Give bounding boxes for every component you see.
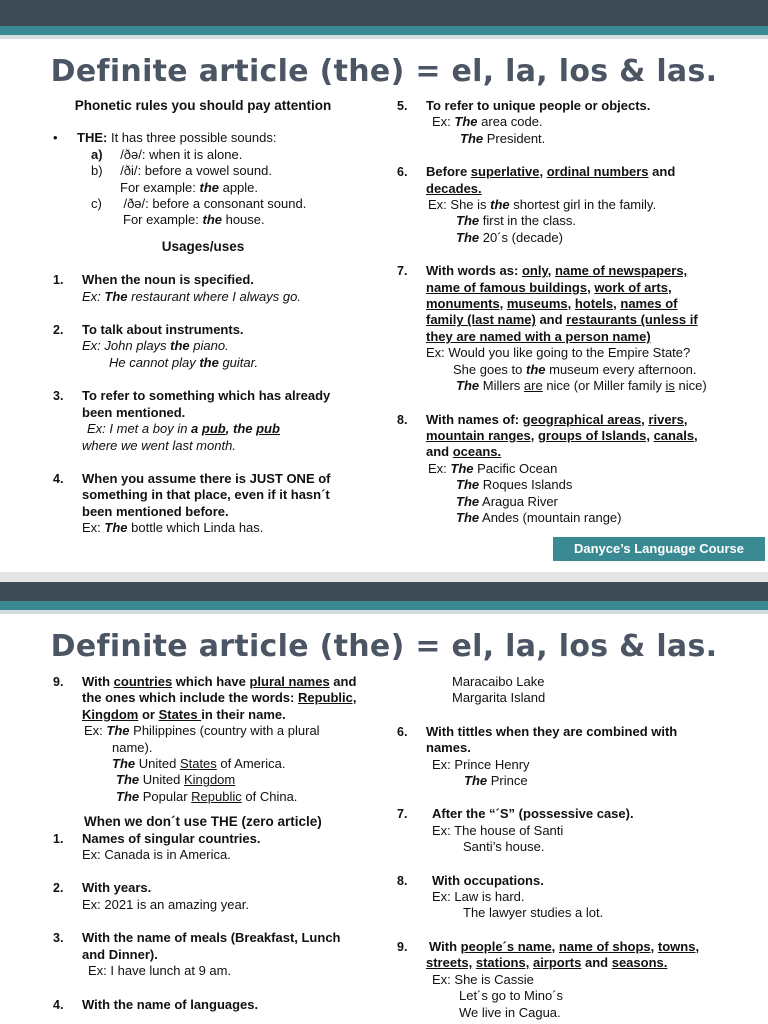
header-bar-teal [0, 601, 768, 610]
zero-article-heading: When we don´t use THE (zero article) [84, 814, 322, 830]
list-item: 1. When the noun is specified. Ex: The restaurant where I always go. [53, 272, 301, 304]
header-bar-light [0, 35, 768, 39]
phonetic-symbol: /ðə/ [123, 196, 146, 212]
phonetic-heading: Phonetic rules you should pay attention [74, 98, 332, 113]
bullet-icon: • [53, 130, 58, 146]
list-item: 1. Names of singular countries. Ex: Canada is in America. [53, 830, 261, 863]
list-item: b) /ði/: before a vowel sound. [91, 163, 272, 179]
page-title: Definite article (the) = el, la, los & las. [50, 54, 718, 89]
slide-separator [0, 572, 768, 582]
example-line: For example: the house. [123, 212, 265, 228]
list-item: 9. With people´s name, name of shops, towns, streets, stations, airports and seasons. Ex: She is Cassie Let´s go to Mino´s We live in Cagua. [397, 938, 700, 1020]
right-column [397, 674, 737, 1021]
list-item: 5. To refer to unique people or objects. Ex: The area code. The President. [397, 98, 651, 146]
page-title: Definite article (the) = el, la, los & las. [50, 629, 718, 664]
slide-2 [0, 582, 768, 1024]
continued-line: Margarita Island [452, 690, 546, 706]
list-item: c) /ðə/: before a consonant sound. [91, 196, 307, 212]
header-bar-light [0, 610, 768, 614]
list-item: 3. With the name of meals (Breakfast, Lunch and Dinner). Ex: I have lunch at 9 am. [53, 930, 341, 979]
list-item: 8. With names of: geographical areas, rivers, mountain ranges, groups of Islands, canals, and oceans. Ex: The Pacific Ocean The Roques Islands The Aragua River The Andes (mountain range) [397, 411, 698, 525]
header-bar-dark [0, 0, 768, 26]
example-line: For example: the apple. [120, 179, 259, 195]
continued-line: Maracaibo Lake [452, 674, 545, 689]
header-bar-dark [0, 582, 768, 601]
usages-heading: Usages/uses [161, 238, 245, 254]
list-item: 4. With the name of languages. [53, 996, 259, 1012]
list-item: • THE: It has three possible sounds: [53, 130, 277, 146]
list-item: 8. With occupations. Ex: Law is hard. The lawyer studies a lot. [397, 872, 604, 921]
left-column [53, 98, 363, 537]
phonetic-symbol: /ði/ [120, 163, 138, 179]
list-item: 2. With years. Ex: 2021 is an amazing year. [53, 880, 249, 912]
list-item: 7. With words as: only, name of newspapers, name of famous buildings, work of arts, monuments, museums, hotels, names of family (last name) and restaurants (unless if they are named with a person name) Ex: Would you like going to the Empire State? She goes to the museum every afternoon. The Millers are nice (or Miller family is nice) [397, 263, 707, 394]
phonetic-symbol: /ðə/ [120, 146, 142, 162]
list-item: a) /ðə/: when it is alone. [91, 146, 243, 162]
list-item: 6. Before superlative, ordinal numbers and decades. Ex: She is the shortest girl in the family. The first in the class. The 20´s (decade) [397, 164, 676, 245]
header-bar-teal [0, 26, 768, 35]
list-item: 6. With tittles when they are combined with names. Ex: Prince Henry The Prince [397, 723, 678, 789]
list-item: 9. With countries which have plural names and the ones which include the words: Republic, Kingdom or States in their name. Ex: The Philippines (country with a plural name). The United States of America. The United Kingdom The Popular Republic of China. [53, 674, 357, 804]
list-item: 2. To talk about instruments. Ex: John plays the piano. He cannot play the guitar. [53, 322, 259, 370]
list-item: 4. When you assume there is JUST ONE of something in that place, even if it hasn´t been mentioned before. Ex: The bottle which Linda has. [53, 470, 331, 536]
right-column [397, 98, 737, 526]
course-footer-badge: Danyce’s Language Course [553, 537, 765, 561]
list-item: 3. To refer to something which has already been mentioned. Ex: I met a boy in a pub, the pub where we went last month. [53, 388, 331, 453]
left-column [53, 674, 373, 1013]
list-item: 7. After the “´S” (possessive case). Ex: The house of Santi Santi’s house. [397, 806, 634, 855]
